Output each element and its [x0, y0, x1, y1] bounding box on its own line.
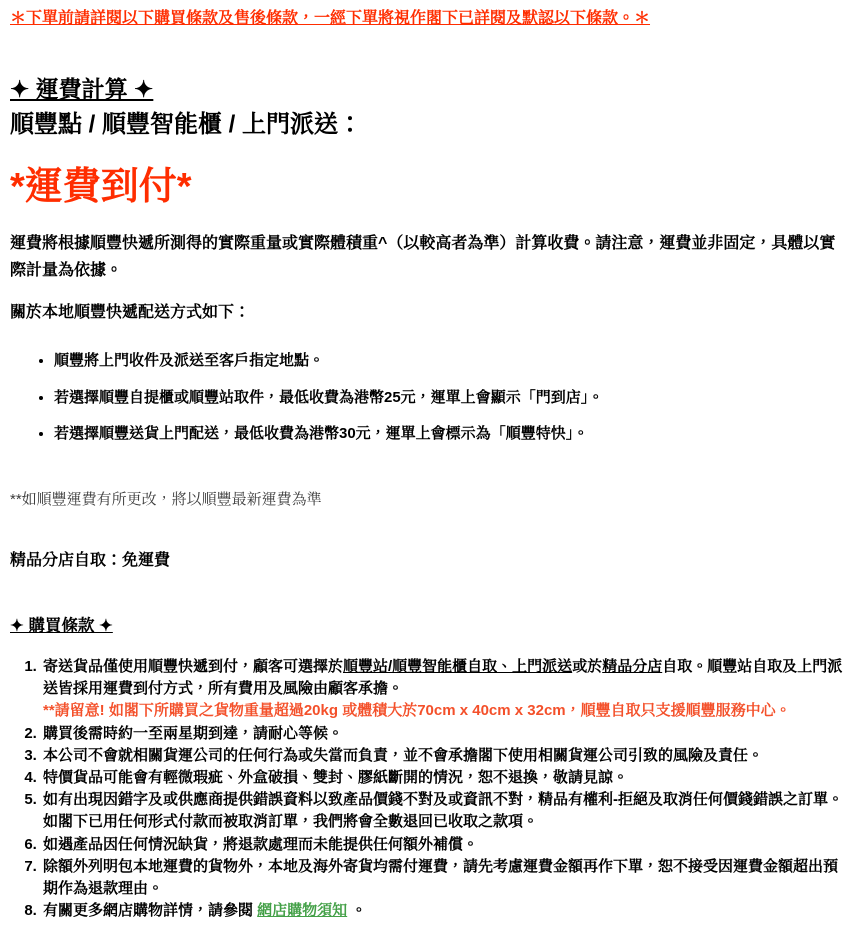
freight-collect-banner: *運費到付*	[10, 165, 192, 208]
term-item-6	[41, 834, 851, 856]
delivery-methods-intro: 關於本地順豐快遞配送方式如下：	[10, 304, 251, 322]
delivery-method-pickup-text: 順豐將上門收件及派送至客戶指定地點。	[54, 351, 325, 369]
term-item-7	[41, 856, 851, 900]
term1-seg5: 自取。順豐站自取及上門派送皆採用運費到付方式，所有費用及風險由顧客承擔。	[43, 658, 843, 698]
delivery-method-locker-text: 若選擇順豐自提櫃或順豐站取件，最低收費為港幣25元，運單上會顯示「門到店」。	[54, 388, 604, 406]
term-item-4	[41, 767, 851, 789]
purchase-terms-list	[10, 656, 851, 922]
term-item-3	[41, 745, 851, 767]
delivery-methods-list	[10, 350, 851, 445]
term1-seg1: 寄送貨品僅使用順豐快遞到付，顧客可選擇於	[43, 658, 344, 676]
term4-text: 特價貨品可能會有輕微瑕疵、外盒破損、雙封、膠紙斷開的情況，恕不退換，敬請見諒。	[43, 769, 629, 787]
weight-limit-warning: **請留意! 如閣下所購買之貨物重量超過20kg 或體積大於70cm x 40cm x 32cm，順豐自取只支援順豐服務中心。	[43, 702, 791, 720]
list-item	[54, 350, 851, 372]
pre-order-notice: ＊下單前請詳閱以下購買條款及售後條款，一經下單將視作閣下已詳閱及默認以下條款。＊	[10, 10, 651, 27]
term8-suffix: 。	[347, 902, 367, 920]
term-item-5	[41, 789, 851, 833]
term1-underlined-options: 順豐站/順豐智能櫃自取、上門派送	[343, 658, 573, 676]
fee-update-note: **如順豐運費有所更改，將以順豐最新運費為準	[10, 491, 322, 509]
term1-seg3: 或於	[572, 658, 603, 676]
purchase-terms-heading-text: ✦ 購買條款 ✦	[10, 617, 113, 636]
term-item-8	[41, 900, 851, 922]
term-item-1	[41, 656, 851, 723]
delivery-options-subheading: 順豐點 / 順豐智能櫃 / 上門派送：	[10, 110, 363, 138]
shipping-fee-heading-text: ✦ 運費計算 ✦	[10, 76, 154, 102]
shop-info-link[interactable]: 網店購物須知	[257, 902, 348, 920]
term6-text: 如遇產品因任何情況缺貨，將退款處理而未能提供任何額外補償。	[43, 835, 479, 853]
term2-text: 購買後需時約一至兩星期到達，請耐心等候。	[43, 724, 344, 742]
term1-underlined-store: 精品分店	[602, 658, 663, 676]
delivery-method-door-text: 若選擇順豐送貨上門配送，最低收費為港幣30元，運單上會標示為「順豐特快」。	[54, 425, 589, 443]
store-pickup-free-note: 精品分店自取：免運費	[10, 552, 171, 570]
term5-text: 如有出現因錯字及或供應商提供錯誤資料以致產品價錢不對及或資訊不對，精品有權利-拒絕及取消任何價錢錯誤之訂單。如閣下已用任何形式付款而被取消訂單，我們將會全數退回已收取之款項。	[43, 791, 844, 831]
shipping-fee-heading	[10, 76, 851, 104]
term3-text: 本公司不會就相關貨運公司的任何行為或失當而負責，並不會承擔閣下使用相關貨運公司引致的風險及責任。	[43, 746, 764, 764]
purchase-terms-heading	[10, 612, 851, 636]
term-item-2	[41, 723, 851, 745]
term8-prefix: 有關更多網店購物詳情，請參閱	[43, 902, 258, 920]
term7-text: 除額外列明包本地運費的貨物外，本地及海外寄貨均需付運費，請先考慮運費金額再作下單，恕不接受因運費金額超出預期作為退款理由。	[43, 857, 839, 897]
list-item	[54, 423, 851, 445]
list-item	[54, 387, 851, 409]
fee-calculation-paragraph: 運費將根據順豐快遞所測得的實際重量或實際體積重^（以較高者為準）計算收費。請注意，運費並非固定，具體以實際計量為依據。	[10, 235, 836, 279]
